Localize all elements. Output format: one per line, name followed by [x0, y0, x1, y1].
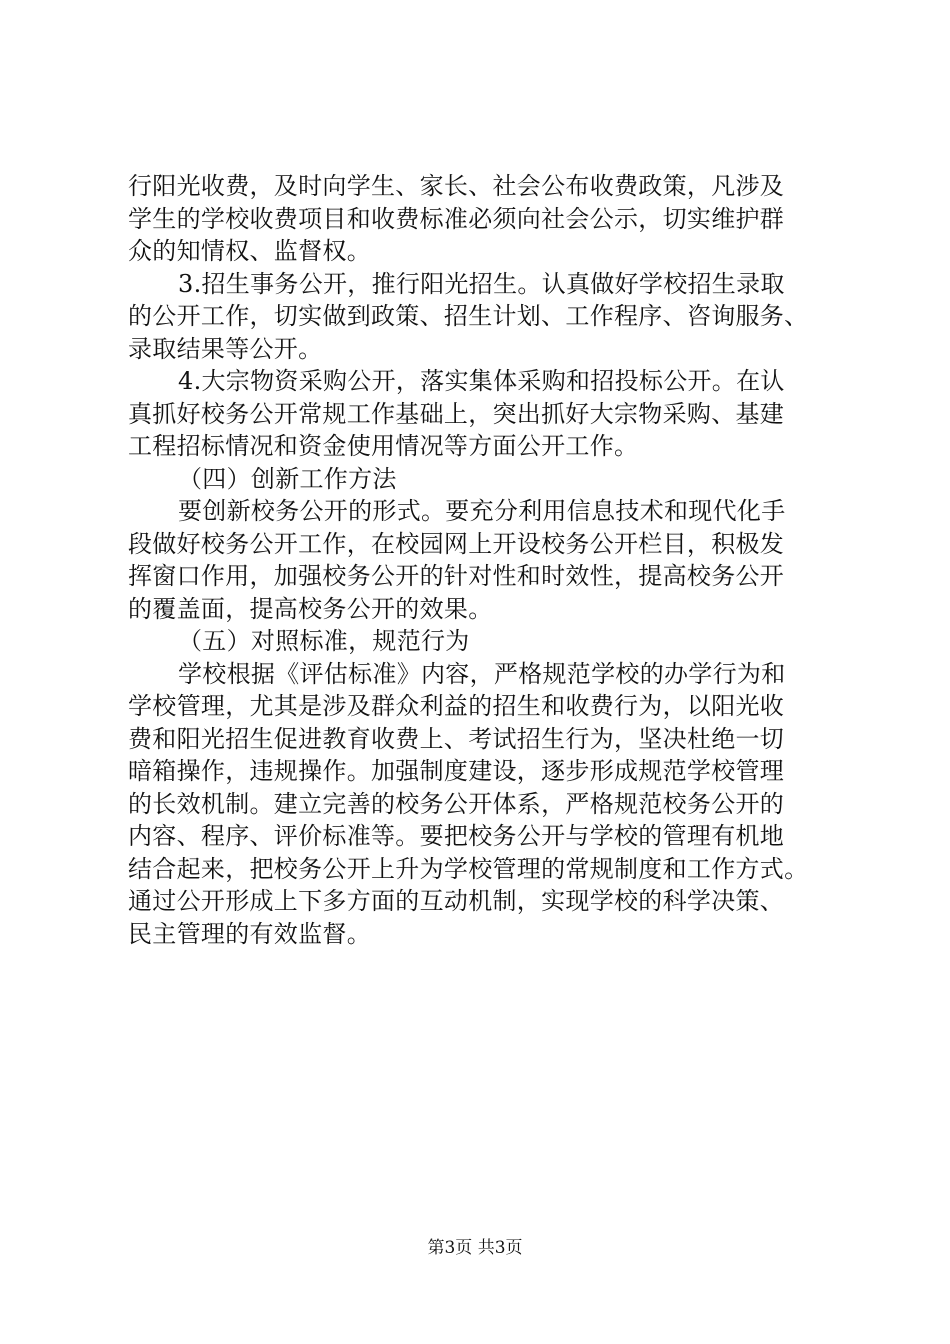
page-footer: 第3页 共3页	[427, 1238, 523, 1258]
text-line: 的覆盖面，提高校务公开的效果。	[128, 594, 493, 623]
text-line: 3.招生事务公开，推行阳光招生。认真做好学校招生录取	[178, 269, 785, 298]
text-line: 的长效机制。建立完善的校务公开体系，严格规范校务公开的	[128, 789, 785, 818]
text-line: 内容、程序、评价标准等。要把校务公开与学校的管理有机地	[128, 822, 785, 850]
text-line: 段做好校务公开工作，在校园网上开设校务公开栏目，积极发	[128, 529, 785, 558]
document-body	[128, 170, 834, 950]
text-line: 学校管理，尤其是涉及群众利益的招生和收费行为，以阳光收	[128, 692, 785, 720]
text-line: 学生的学校收费项目和收费标准必须向社会公示，切实维护群	[128, 204, 785, 233]
text-line: 挥窗口作用，加强校务公开的针对性和时效性，提高校务公开	[128, 562, 785, 590]
text-line: 工程招标情况和资金使用情况等方面公开工作。	[128, 432, 639, 460]
text-line: 费和阳光招生促进教育收费上、考试招生行为，坚决杜绝一切	[128, 724, 785, 753]
text-line: 暗箱操作，违规操作。加强制度建设，逐步形成规范学校管理	[128, 757, 785, 785]
text-line: 4.大宗物资采购公开，落实集体采购和招投标公开。在认	[178, 367, 785, 395]
text-line: 要创新校务公开的形式。要充分利用信息技术和现代化手	[178, 497, 786, 525]
text-line: 的公开工作，切实做到政策、招生计划、工作程序、咨询服务、	[128, 302, 809, 330]
text-line: 录取结果等公开。	[128, 334, 323, 363]
section-heading: （五）对照标准，规范行为	[178, 627, 470, 655]
text-line: 真抓好校务公开常规工作基础上，突出抓好大宗物采购、基建	[128, 399, 785, 428]
text-line: 众的知情权、监督权。	[128, 237, 371, 265]
text-line: 学校根据《评估标准》内容，严格规范学校的办学行为和	[178, 659, 786, 688]
text-line: 通过公开形成上下多方面的互动机制，实现学校的科学决策、	[128, 887, 785, 915]
section-heading: （四）创新工作方法	[178, 464, 397, 493]
text-line: 行阳光收费，及时向学生、家长、社会公布收费政策，凡涉及	[128, 172, 785, 200]
text-line: 结合起来，把校务公开上升为学校管理的常规制度和工作方式。	[128, 854, 809, 883]
text-line: 民主管理的有效监督。	[128, 919, 371, 948]
